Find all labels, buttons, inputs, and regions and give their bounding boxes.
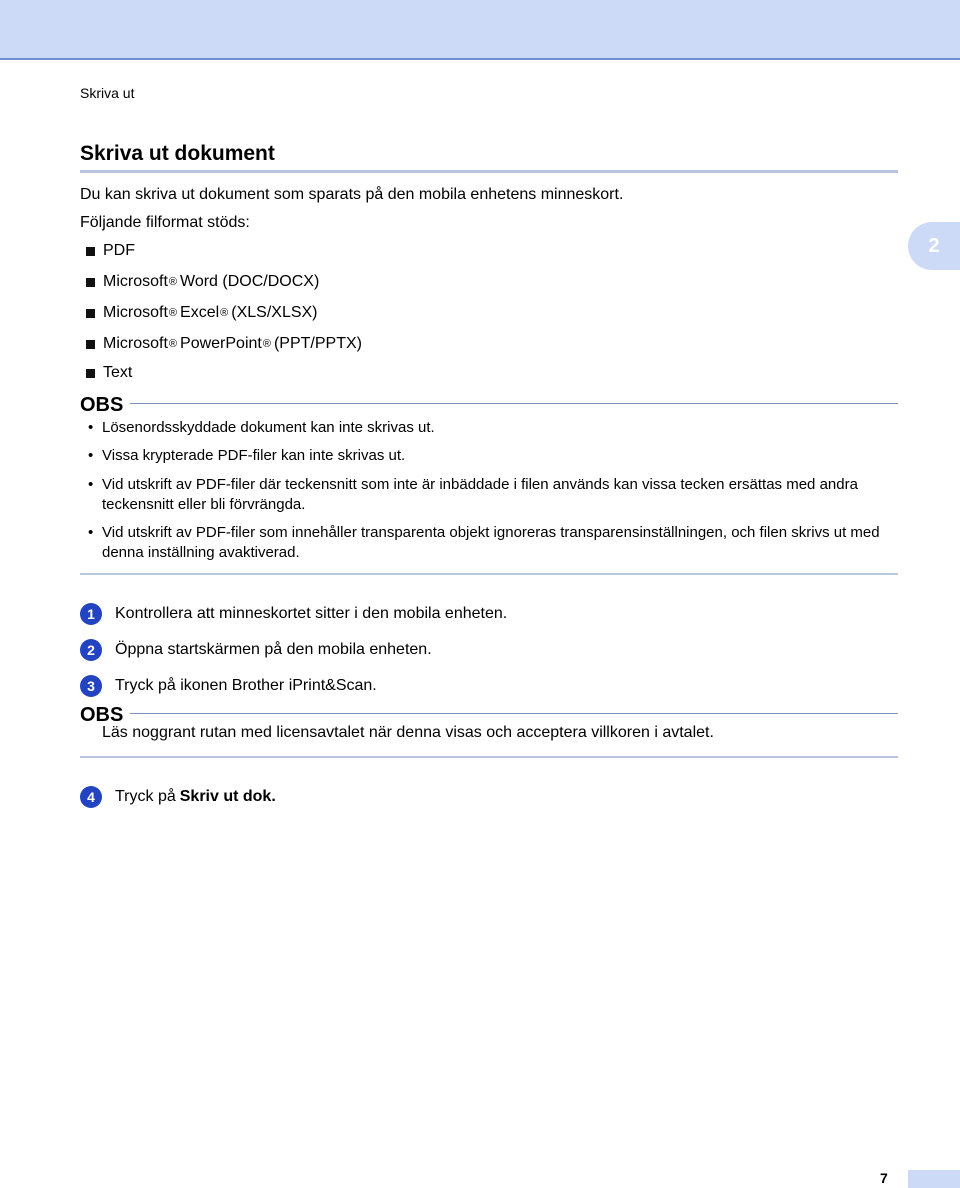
- note-bullet: • Vid utskrift av PDF-filer där teckensnitt som inte är inbäddade i filen används kan vissa tecken ersättas med andra teckensnitt eller bli förvrängda.: [88, 476, 858, 513]
- square-bullet-icon: [86, 340, 95, 349]
- step-item: 1 Kontrollera att minneskortet sitter i den mobila enheten.: [80, 603, 507, 625]
- step-number: 4: [80, 786, 102, 808]
- page-header-band: [0, 0, 960, 60]
- formats-intro: Följande filformat stöds:: [80, 214, 250, 231]
- note-text: Läs noggrant rutan med licensavtalet när denna visas och acceptera villkoren i avtalet.: [102, 724, 714, 741]
- note-title: OBS: [80, 704, 124, 726]
- square-bullet-icon: [86, 369, 95, 378]
- page-number-tab: [908, 1170, 960, 1188]
- chapter-tab: 2: [908, 222, 960, 270]
- intro-text: Du kan skriva ut dokument som sparats på den mobila enhetens minneskort.: [80, 186, 624, 203]
- square-bullet-icon: [86, 309, 95, 318]
- step-number: 2: [80, 639, 102, 661]
- bullet-dot-icon: •: [88, 447, 94, 464]
- note-bullet: • Vissa krypterade PDF-filer kan inte skrivas ut.: [88, 447, 406, 464]
- note-end-rule: [80, 573, 898, 575]
- bullet-dot-icon: •: [88, 419, 94, 436]
- note-rule: [130, 713, 898, 714]
- format-item: PDF: [86, 242, 135, 260]
- step-item: 2 Öppna startskärmen på den mobila enheten.: [80, 639, 432, 661]
- format-item: Microsoft ® Word (DOC/DOCX): [86, 273, 319, 291]
- format-item: Microsoft ® PowerPoint ® (PPT/PPTX): [86, 335, 362, 353]
- note-rule: [130, 403, 898, 404]
- format-item: Text: [86, 364, 132, 382]
- note-title: OBS: [80, 394, 124, 416]
- step-item: 3 Tryck på ikonen Brother iPrint&Scan.: [80, 675, 377, 697]
- step-number: 1: [80, 603, 102, 625]
- note-end-rule: [80, 756, 898, 758]
- note-bullet: • Vid utskrift av PDF-filer som innehåller transparenta objekt ignoreras transparensinställningen, och filen skrivs ut med denna inställning avaktiverad.: [88, 524, 880, 561]
- square-bullet-icon: [86, 278, 95, 287]
- section-title: Skriva ut dokument: [80, 142, 275, 165]
- note-bullet: • Lösenordsskyddade dokument kan inte skrivas ut.: [88, 419, 435, 436]
- bullet-dot-icon: •: [88, 524, 94, 541]
- title-rule: [80, 170, 898, 173]
- bullet-dot-icon: •: [88, 476, 94, 493]
- step-number: 3: [80, 675, 102, 697]
- square-bullet-icon: [86, 247, 95, 256]
- step-item: 4 Tryck på Skriv ut dok.: [80, 786, 276, 808]
- format-item: Microsoft ® Excel ® (XLS/XLSX): [86, 304, 318, 322]
- running-head: Skriva ut: [80, 85, 135, 101]
- page-number: 7: [880, 1170, 888, 1186]
